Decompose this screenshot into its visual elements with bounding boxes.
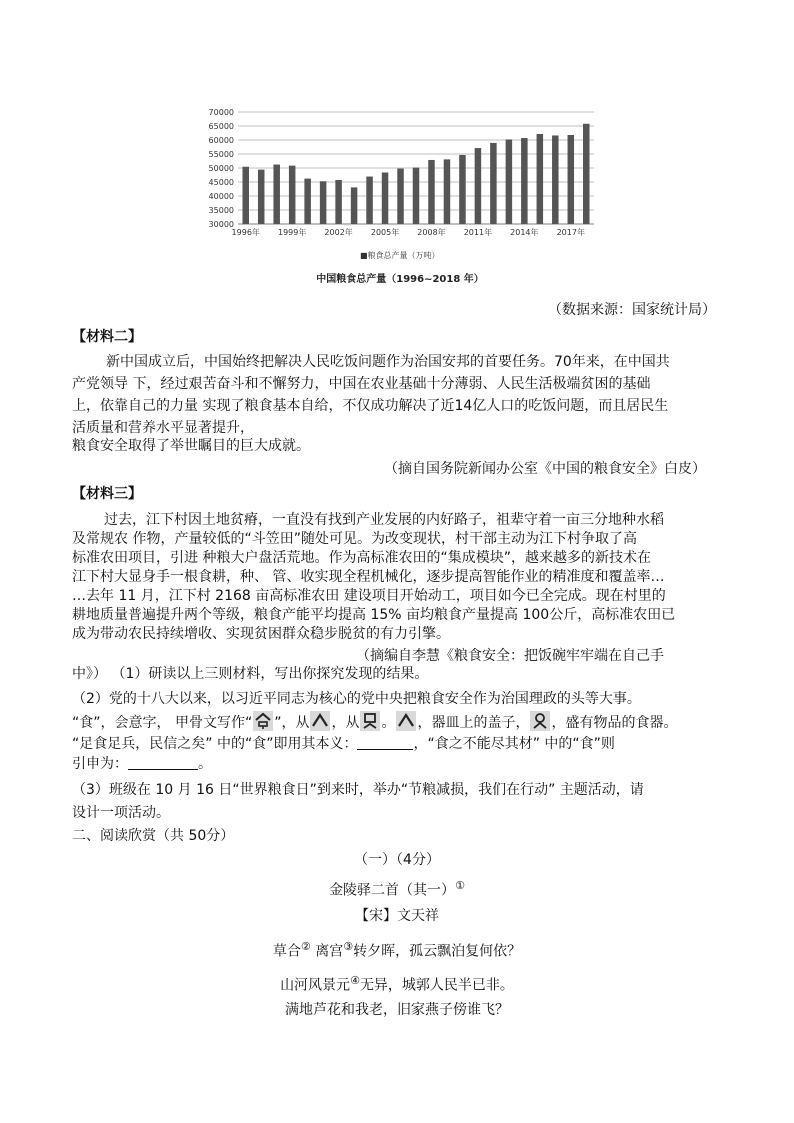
chart-y-tick-label: 50000 — [208, 164, 234, 173]
chart-bar-2015 — [537, 134, 544, 224]
chart-bar-2018 — [583, 124, 590, 224]
material3-line: 江下村大显身手一根食耕，种、 管、收实现全程机械化，逐步提高智能作业的精准度和覆盖率… — [72, 569, 665, 585]
chart-bar-2013 — [506, 139, 513, 224]
chart-bar-1998 — [273, 165, 280, 224]
material2-line: 上，依靠自己的力量 实现了粮食基本自给，不仅成功解决了近14亿人口的吃饭问题，而且居民生 — [72, 398, 669, 414]
chart-bar-1997 — [258, 170, 265, 224]
section2-heading: 二、阅读欣赏（共 50分） — [72, 828, 235, 844]
chart-bar-2009 — [444, 159, 451, 224]
material3-source: （摘编自李慧《粮食安全：把饭碗牢牢端在自己手 — [356, 648, 664, 664]
material3-line: 过去，江下村因土地贫瘠，一直没有找到产业发展的内好路子，祖辈守着一亩三分地种水稻 — [104, 512, 664, 528]
answer-blank-2[interactable] — [128, 755, 198, 770]
oracle-vessel-glyph-icon — [360, 711, 380, 731]
poem-part-label: （一）（4分） — [354, 852, 440, 868]
chart-y-tick-label: 45000 — [208, 178, 234, 187]
poem-line-3: 满地芦花和我老，旧家燕子傍谁飞？ — [285, 1002, 509, 1018]
chart-y-tick-label: 40000 — [208, 192, 234, 201]
oracle-lid-glyph-icon — [396, 711, 416, 731]
poem-line-2: 山河风景元④无异，城郭人民半已非。 — [280, 974, 514, 994]
chart-bars — [242, 124, 589, 224]
chart-y-tick-label: 70000 — [208, 108, 234, 117]
material2-line: 活质量和营养水平显著提升， — [72, 420, 254, 436]
chart-bar-2001 — [320, 181, 327, 224]
chart-bar-2017 — [568, 135, 575, 224]
material3-heading: 【材料三】 — [72, 486, 142, 502]
oracle-shi-glyph-icon — [253, 711, 273, 731]
chart-y-tick-label: 60000 — [208, 136, 234, 145]
chart-bar-1999 — [289, 166, 296, 224]
question2-answer-line: 引申为： 。 — [72, 756, 212, 772]
material2-line: 粮食安全取得了举世瞩目的巨大成就。 — [72, 438, 310, 454]
chart-y-tick-label: 35000 — [208, 206, 234, 215]
chart-bar-2010 — [459, 155, 466, 224]
material3-line: 成为带动农民持续增收、实现贫困群众稳步脱贫的有力引擎。 — [72, 626, 450, 642]
chart-x-tick-label: 2014年 — [510, 228, 539, 237]
question1-line: 中》） （1）研读以上三则材料，写出你探究发现的结果。 — [72, 666, 429, 682]
question3-line: （3）班级在 10 月 16 日“世界粮食日”到来时，举办“节粮减损，我们在行动” 主题活动，请 — [72, 782, 644, 798]
material3-line: 标准农田项目，引进 种粮大户盘活荒地。作为高标准农田的“集成模块”，越来越多的新技术在 — [72, 550, 651, 566]
chart-bar-2003 — [351, 187, 358, 224]
chart-bar-2014 — [521, 138, 528, 224]
question3-line: 设计一项活动。 — [72, 805, 170, 821]
material2-source: （摘自国务院新闻办公室《中国的粮食安全》白皮） — [384, 461, 706, 477]
oracle-vessel-glyph-icon — [530, 711, 550, 731]
chart-y-tick-label: 65000 — [208, 122, 234, 131]
poem-author: 【宋】文天祥 — [355, 908, 439, 924]
chart-bar-2012 — [490, 143, 497, 224]
chart-y-ticks — [209, 108, 234, 229]
poem-line-1: 草合② 离宫③转夕晖，孤云飘泊复何依？ — [272, 940, 522, 960]
chart-y-tick-label: 30000 — [208, 220, 234, 229]
chart-x-tick-label: 2017年 — [556, 228, 585, 237]
material2-line: 新中国成立后，中国始终把解决人民吃饭问题作为治国安邦的首要任务。70年来，在中国共 — [106, 354, 670, 370]
chart-bar-2004 — [366, 177, 373, 224]
poem-title: 金陵驿二首（其一）① — [329, 879, 465, 899]
chart-bar-2002 — [335, 180, 342, 224]
chart-x-tick-label: 2002年 — [324, 228, 353, 237]
chart-x-tick-label: 1999年 — [277, 228, 307, 237]
grain-output-chart — [190, 98, 610, 298]
question2-answer-line: “足食足兵，民信之矣” 中的“食”即用其本义： ，“食之不能尽其材” 中的“食”则 — [72, 736, 615, 752]
question2-etymology-line: “食”，会意字， 甲骨文写作“ ”，从 ，从 。 ，器皿上的盖子， ，盛有物品的食器。 — [72, 711, 677, 733]
chart-title: 中国粮食总产量（1996~2018 年） — [316, 274, 484, 285]
chart-bar-2011 — [475, 148, 482, 224]
chart-x-tick-label: 2005年 — [370, 228, 400, 237]
oracle-lid-glyph-icon — [310, 711, 330, 731]
material3-line: …去年 11 月，江下村 2168 亩高标准农田 建设项目开始动工，项目如今已全完成。现在村里的 — [72, 588, 666, 604]
question2-line: （2）党的十八大以来，以习近平同志为核心的党中央把粮食安全作为治国理政的头等大事。 — [72, 691, 641, 707]
material3-line: 及常规农 作物，产量较低的“斗笠田”随处可见。为改变现状，村干部主动为江下村争取了高 — [72, 531, 637, 547]
chart-y-tick-label: 55000 — [208, 150, 234, 159]
material2-line: 产党领导 下，经过艰苦奋斗和不懈努力，中国在农业基础十分薄弱、人民生活极端贫困的基础 — [72, 376, 651, 392]
answer-blank-1[interactable] — [357, 735, 413, 750]
chart-x-tick-label: 2008年 — [417, 228, 446, 237]
data-source-note: （数据来源：国家统计局） — [548, 302, 716, 318]
chart-x-ticks — [232, 227, 585, 237]
chart-bar-2016 — [552, 135, 559, 224]
chart-legend: ■粮食总产量（万吨） — [360, 251, 440, 260]
chart-bar-1996 — [242, 167, 249, 224]
material2-heading: 【材料二】 — [72, 329, 142, 345]
chart-bar-2000 — [304, 179, 311, 224]
chart-x-tick-label: 1996年 — [231, 228, 260, 237]
chart-bar-2008 — [428, 160, 435, 224]
material3-line: 耕地质量普遍提升两个等级，粮食产能平均提高 15% 亩均粮食产量提高 100公斤，高标准农田已 — [72, 607, 676, 623]
chart-bar-2007 — [413, 168, 420, 224]
chart-bar-2006 — [397, 169, 404, 224]
chart-bar-2005 — [382, 172, 389, 224]
chart-x-tick-label: 2011年 — [463, 228, 493, 237]
